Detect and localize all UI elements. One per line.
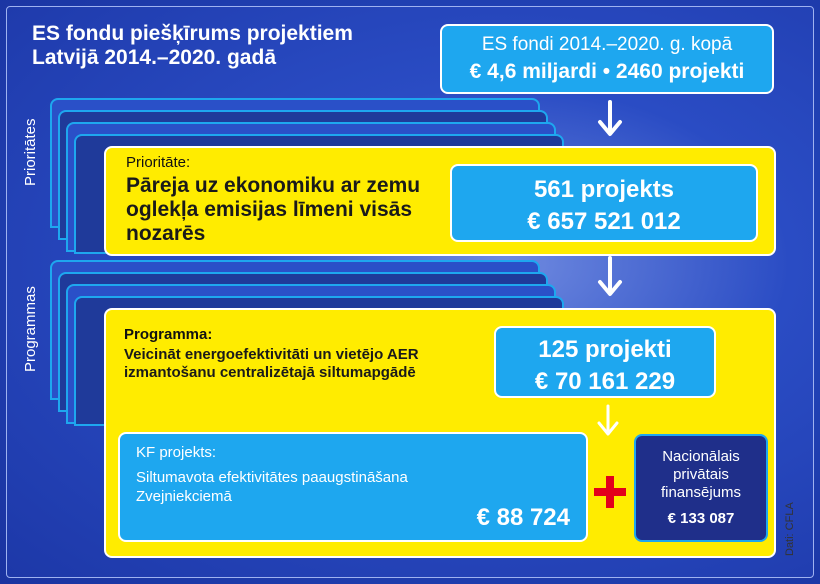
national-financing-box	[634, 434, 768, 542]
kf-project-amount: € 88 724	[476, 504, 570, 531]
program-amount: € 70 161 229	[534, 368, 676, 395]
down-arrow-icon	[596, 256, 624, 300]
priority-label: Prioritāte:	[126, 154, 191, 171]
total-summary-label: ES fondi 2014.–2020. g. kopā	[481, 34, 733, 55]
kf-project-name: Siltumavota efektivitātes paaugstināšana Zvejniekciemā	[136, 469, 408, 505]
program-name: Veicināt energoefektivitāti un vietējo AER izmantošanu centralizētajā siltumapgādē	[124, 346, 419, 381]
total-summary-box	[440, 24, 774, 94]
total-summary-value: € 4,6 miljardi • 2460 projekti	[469, 60, 745, 83]
down-arrow-icon	[596, 404, 620, 440]
down-arrow-icon	[596, 100, 624, 140]
program-stats-box	[494, 326, 716, 398]
kf-project-box	[118, 432, 588, 542]
national-financing-amount: € 133 087	[667, 510, 735, 527]
priority-name: Pāreja uz ekonomiku ar zemu oglekļa emisijas līmeni visās nozarēs	[126, 174, 421, 245]
national-financing-title: Nacionālais privātais finansējums	[660, 448, 742, 501]
priorities-side-label: Prioritātes	[22, 118, 39, 186]
program-projects-count: 125 projekti	[538, 336, 672, 363]
infographic-title: ES fondu piešķīrums projektiem Latvijā 2014.–2020. gadā	[32, 22, 353, 69]
plus-icon	[590, 472, 630, 517]
programs-side-label: Programmas	[22, 286, 39, 372]
data-source-note: Dati: CFLA	[784, 502, 796, 556]
kf-project-label: KF projekts:	[136, 444, 217, 461]
program-label: Programma:	[124, 326, 213, 343]
priority-projects-count: 561 projekts	[533, 176, 675, 203]
priority-amount: € 657 521 012	[527, 208, 681, 235]
priority-stats-box	[450, 164, 758, 242]
